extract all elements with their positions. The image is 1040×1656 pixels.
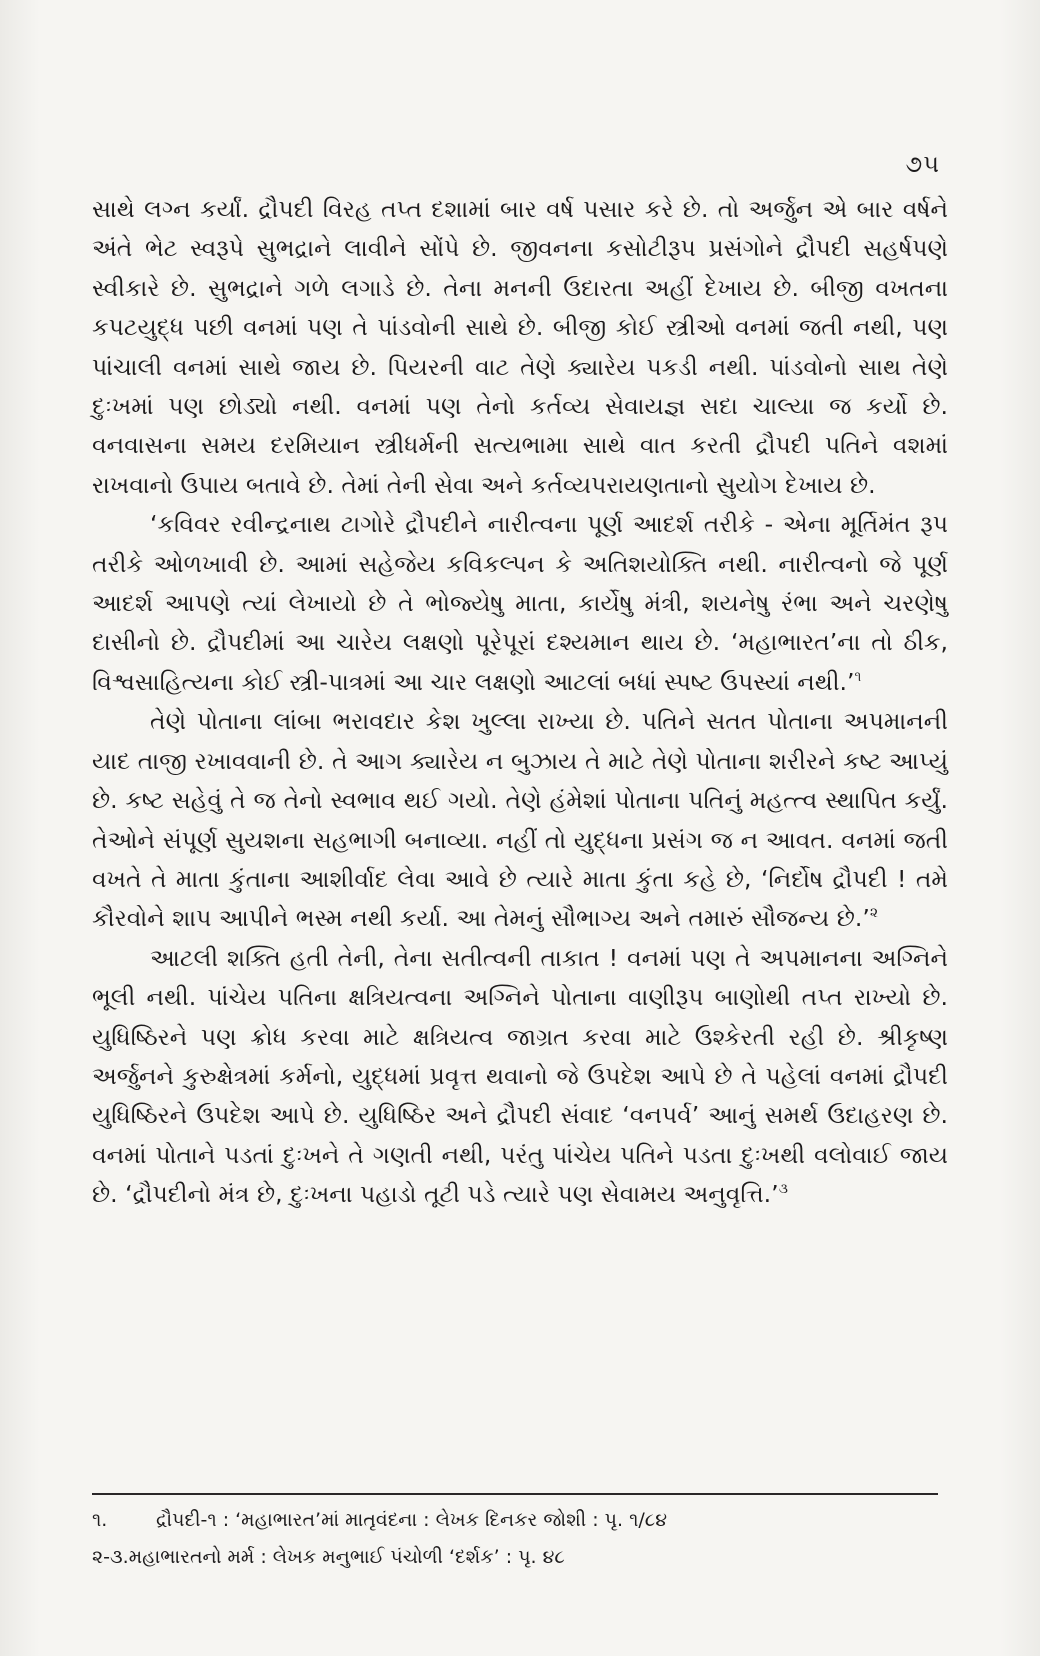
body-text — [92, 190, 948, 1215]
footnote-2 — [92, 1539, 952, 1576]
paragraph-text: તેણે પોતાના લાંબા ભરાવદાર કેશ ખુલ્લા રાખ્યા છે. પતિને સતત પોતાના અપમાનની યાદ તાજી રખાવવાની છે. તે આગ ક્યારેય ન બુઝાય તે માટે તેણે પોતાના શરીરને કષ્ટ આપ્યું છે. કષ્ટ સહેવું તે જ તેનો સ્વભાવ થઈ ગયો. તેણે હંમેશાં પોતાના પતિનું મહત્ત્વ સ્થાપિત કર્યું. તેઓને સંપૂર્ણ સુયશના સહભાગી બનાવ્યા. નહીં તો યુદ્ધના પ્રસંગ જ ન આવત. વનમાં જતી વખતે તે માતા કુંતાના આશીર્વાદ લેવા આવે છે ત્યારે માતા કુંતા કહે છે, ‘નિર્દોષ દ્રૌપદી ! તમે કૌરવોને શાપ આપીને ભસ્મ નથી કર્યા. આ તેમનું સૌભાગ્ય અને તમારું સૌજન્ય છે.’ — [92, 707, 948, 933]
paragraph-text: સાથે લગ્ન કર્યાં. દ્રૌપદી વિરહ તપ્ત દશામાં બાર વર્ષ પસાર કરે છે. તો અર્જુન એ બાર વર્ષને અંતે ભેટ સ્વરૂપે સુભદ્રાને લાવીને સોંપે છે. જીવનના કસોટીરૂપ પ્રસંગોને દ્રૌપદી સહર્ષપણે સ્વીકારે છે. સુભદ્રાને ગળે લગાડે છે. તેના મનની ઉદારતા અહીં દેખાય છે. બીજી વખતના કપટયુદ્ધ પછી વનમાં પણ તે પાંડવોની સાથે છે. બીજી કોઈ સ્ત્રીઓ વનમાં જતી નથી, પણ પાંચાલી વનમાં સાથે જાય છે. પિયરની વાટ તેણે ક્યારેય પકડી નથી. પાંડવોનો સાથ તેણે દુઃખમાં પણ છોડ્યો નથી. વનમાં પણ તેનો કર્તવ્ય સેવાયજ્ઞ સદા ચાલ્યા જ કર્યો છે. વનવાસના સમય દરમિયાન સ્ત્રીધર્મની સત્યભામા સાથે વાત કરતી દ્રૌપદી પતિને વશમાં રાખવાનો ઉપાય બતાવે છે. તેમાં તેની સેવા અને કર્તવ્યપરાયણતાનો સુયોગ દેખાય છે. — [92, 195, 948, 499]
paragraph-text: ‘કવિવર રવીન્દ્રનાથ ટાગોરે દ્રૌપદીને નારીત્વના પૂર્ણ આદર્શ તરીકે - એના મૂર્તિમંત રૂપ તરીકે ઓળખાવી છે. આમાં સહેજેય કવિકલ્પન કે અતિશયોક્તિ નથી. નારીત્વનો જે પૂર્ણ આદર્શ આપણે ત્યાં લેખાયો છે તે ભોજ્યેષુ માતા, કાર્યેષુ મંત્રી, શયનેષુ રંભા અને ચરણેષુ દાસીનો છે. દ્રૌપદીમાં આ ચારેય લક્ષણો પૂરેપૂરાં દશ્યમાન થાય છે. ‘મહાભારત’ના તો ઠીક, વિશ્વસાહિત્યના કોઈ સ્ત્રી-પાત્રમાં આ ચાર લક્ષણો આટલાં બધાં સ્પષ્ટ ઉપસ્યાં નથી.’ — [92, 510, 948, 696]
paragraph-text: આટલી શક્તિ હતી તેની, તેના સતીત્વની તાકાત ! વનમાં પણ તે અપમાનના અગ્નિને ભૂલી નથી. પાંચેય પતિના ક્ષત્રિયત્વના અગ્નિને પોતાના વાણીરૂપ બાણોથી તપ્ત રાખ્યો છે. યુધિષ્ઠિરને પણ ક્રોધ કરવા માટે ક્ષત્રિયત્વ જાગ્રત કરવા માટે ઉશ્કેરતી રહી છે. શ્રીકૃષ્ણ અર્જુનને કુરુક્ષેત્રમાં કર્મનો, યુદ્ધમાં પ્રવૃત્ત થવાનો જે ઉપદેશ આપે છે તે પહેલાં વનમાં દ્રૌપદી યુધિષ્ઠિરને ઉપદેશ આપે છે. યુધિષ્ઠિર અને દ્રૌપદી સંવાદ ‘વનપર્વ’ આનું સમર્થ ઉદાહરણ છે. વનમાં પોતાને પડતાં દુઃખને તે ગણતી નથી, પરંતુ પાંચેય પતિને પડતા દુઃખથી વલોવાઈ જાય છે. ‘દ્રૌપદીનો મંત્ર છે, દુઃખના પહાડો તૂટી પડે ત્યારે પણ સેવામય અનુવૃત્તિ.’ — [92, 943, 948, 1209]
footnote-number: ૨-૩. — [92, 1546, 129, 1568]
footnotes — [92, 1502, 952, 1576]
paragraph-2 — [92, 505, 948, 702]
footnote-number: ૧. — [92, 1509, 108, 1531]
footnote-text: દ્રૌપદી-૧ : ‘મહાભારત’માં માતૃવંદના : લેખક દિનકર જોશી : પૃ. ૧/૮૪ — [156, 1509, 668, 1531]
footnote-ref-2: ૨ — [869, 905, 879, 922]
paragraph-3 — [92, 702, 948, 938]
paragraph-4 — [92, 939, 948, 1215]
footnote-ref-3: ૩ — [778, 1181, 788, 1198]
paragraph-1 — [92, 190, 948, 505]
page-number: ૭૫ — [905, 150, 940, 178]
footnote-ref-1: ૧ — [854, 669, 862, 686]
footnote-1 — [92, 1502, 952, 1539]
footnote-divider — [92, 1493, 938, 1495]
footnote-text: મહાભારતનો મર્મ : લેખક મનુભાઈ પંચોળી ‘દર્શક’ : પૃ. ૪૮ — [128, 1546, 565, 1568]
